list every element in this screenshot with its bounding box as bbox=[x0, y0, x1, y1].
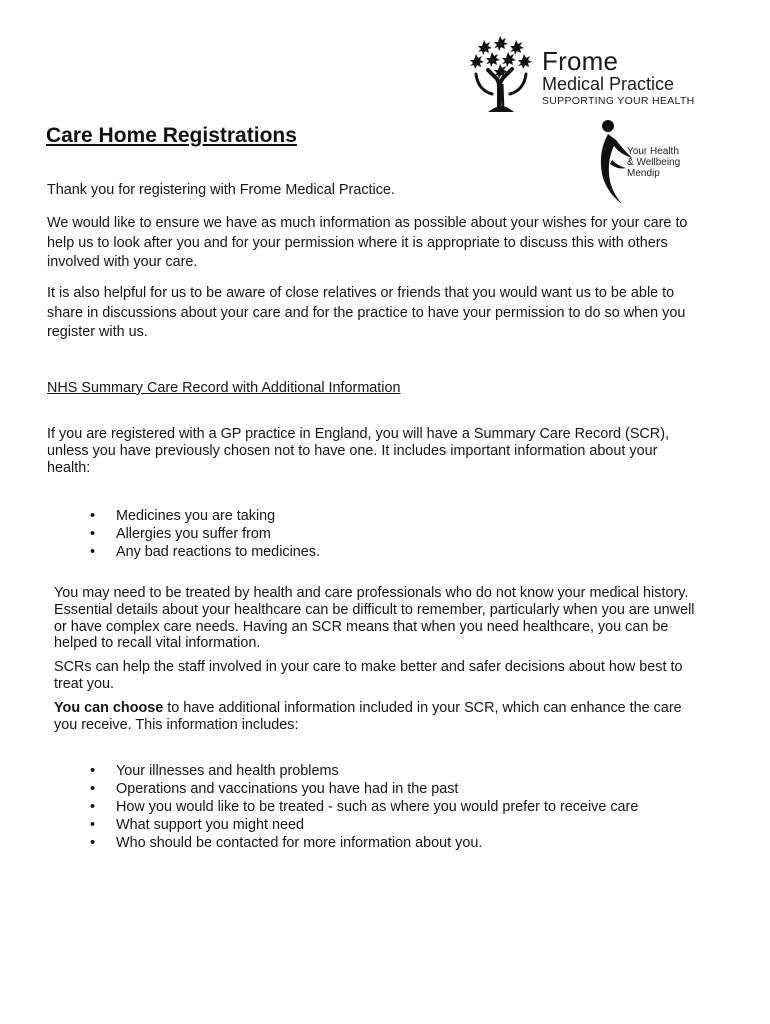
bullet-icon: • bbox=[90, 763, 96, 779]
page-title: Care Home Registrations bbox=[46, 124, 297, 147]
list-item: • Allergies you suffer from bbox=[90, 526, 271, 542]
logo-tagline: SUPPORTING YOUR HEALTH bbox=[542, 95, 695, 107]
bullet-icon: • bbox=[90, 835, 96, 851]
mendip-line-3: Mendip bbox=[627, 168, 660, 179]
frome-medical-practice-logo bbox=[466, 34, 696, 114]
choose-lead-text: You can choose bbox=[54, 700, 164, 716]
intro-paragraph-3: It is also helpful for us to be aware of close relatives or friends that you would want us to be able to share in discussions about your care and for the practice to have your permission to do so when you register with us. bbox=[47, 285, 686, 340]
bullet-icon: • bbox=[90, 526, 96, 542]
bullet-icon: • bbox=[90, 817, 96, 833]
mendip-logo-text bbox=[627, 146, 680, 179]
scr-contents-list bbox=[90, 507, 320, 561]
additional-info-list bbox=[90, 762, 638, 852]
list-item: • Operations and vaccinations you have had in the past bbox=[90, 781, 459, 797]
bullet-icon: • bbox=[90, 781, 96, 797]
bullet-icon: • bbox=[90, 544, 96, 560]
intro-paragraph-2: We would like to ensure we have as much information as possible about your wishes for your care to help us to look after you and for your permission where it is appropriate to discuss this with others involved with your care. bbox=[47, 215, 688, 270]
list-item: • Medicines you are taking bbox=[90, 508, 276, 524]
choose-paragraph bbox=[54, 700, 704, 734]
list-item: • Your illnesses and health problems bbox=[90, 763, 339, 779]
list-item: • Any bad reactions to medicines. bbox=[90, 544, 320, 560]
scr-section-heading: NHS Summary Care Record with Additional Information bbox=[47, 380, 401, 396]
bullet-icon: • bbox=[90, 508, 96, 524]
bullet-icon: • bbox=[90, 799, 96, 815]
intro-paragraph-1: Thank you for registering with Frome Medical Practice. bbox=[47, 182, 395, 198]
scr-intro-paragraph: If you are registered with a GP practice in England, you will have a Summary Care Record (SCR), unless you have previously chosen not to have one. It includes important information about your health: bbox=[47, 426, 669, 476]
treatment-paragraph: You may need to be treated by health and care professionals who do not know your medical history. Essential details about your healthcare can be difficult to remember, particularly when you are unwell or have complex care needs. Having an SCR means that when you need healthcare, you can be helped to recall vital information. bbox=[54, 585, 695, 652]
list-item: • Who should be contacted for more information about you. bbox=[90, 835, 483, 851]
mendip-line-2: & Wellbeing bbox=[627, 157, 681, 168]
mendip-line-1: Your Health bbox=[627, 146, 679, 157]
choose-rest-text: to have additional information included in your SCR, which can enhance the care you receive. This information includes: bbox=[54, 700, 682, 733]
list-item: • What support you might need bbox=[90, 817, 304, 833]
benefit-paragraph: SCRs can help the staff involved in your care to make better and safer decisions about how best to treat you. bbox=[54, 659, 683, 692]
logo-practice-subtitle: Medical Practice bbox=[542, 74, 675, 94]
list-item: • How you would like to be treated - such as where you would prefer to receive care bbox=[90, 799, 639, 815]
frome-logo-text bbox=[542, 48, 702, 107]
logo-practice-name: Frome bbox=[542, 46, 619, 76]
tree-hands-icon bbox=[466, 34, 536, 112]
